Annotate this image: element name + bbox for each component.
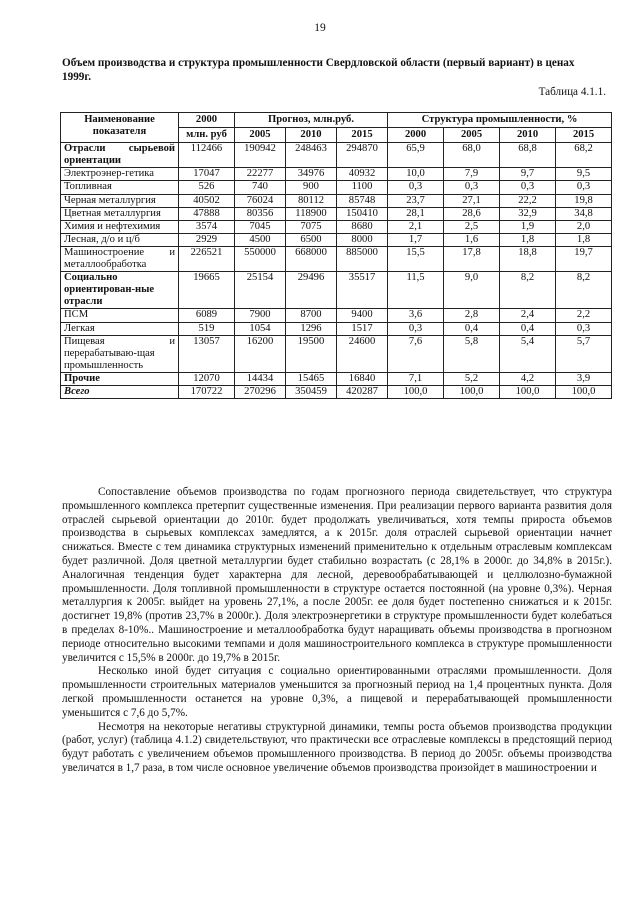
cell-value: 1,7: [388, 233, 444, 246]
cell-value: 6500: [286, 233, 337, 246]
header-forecast-year: 2005: [235, 128, 286, 143]
row-label: Лесная, д/о и ц/б: [61, 233, 179, 246]
cell-value: 4,2: [500, 372, 556, 385]
cell-value: 4500: [235, 233, 286, 246]
cell-value: 65,9: [388, 143, 444, 168]
table-row: [61, 220, 612, 233]
cell-value: 0,4: [444, 322, 500, 335]
cell-value: 40932: [337, 168, 388, 181]
body-text: [62, 486, 612, 776]
cell-value: 3,6: [388, 309, 444, 322]
cell-value: 1296: [286, 322, 337, 335]
cell-value: 18,8: [500, 246, 556, 271]
cell-value: 28,6: [444, 207, 500, 220]
header-forecast-year: 2010: [286, 128, 337, 143]
cell-value: 885000: [337, 246, 388, 271]
cell-value: 80356: [235, 207, 286, 220]
row-label: Машиностроение и металлообработка: [61, 246, 179, 271]
cell-value: 3,9: [556, 372, 612, 385]
cell-value: 47888: [179, 207, 235, 220]
row-label: Прочие: [61, 372, 179, 385]
cell-value: 7,9: [444, 168, 500, 181]
cell-value: 0,3: [388, 322, 444, 335]
cell-value: 2,1: [388, 220, 444, 233]
table-row: [61, 322, 612, 335]
cell-value: 5,4: [500, 335, 556, 372]
cell-value: 1,6: [444, 233, 500, 246]
cell-value: 23,7: [388, 194, 444, 207]
table-row: [61, 207, 612, 220]
cell-value: 100,0: [388, 385, 444, 398]
cell-value: 9,0: [444, 272, 500, 309]
cell-value: 1054: [235, 322, 286, 335]
cell-value: 35517: [337, 272, 388, 309]
table-row: [61, 372, 612, 385]
cell-value: 28,1: [388, 207, 444, 220]
cell-value: 118900: [286, 207, 337, 220]
cell-value: 7075: [286, 220, 337, 233]
cell-value: 100,0: [444, 385, 500, 398]
cell-value: 19,7: [556, 246, 612, 271]
cell-value: 170722: [179, 385, 235, 398]
cell-value: 2,4: [500, 309, 556, 322]
cell-value: 668000: [286, 246, 337, 271]
cell-value: 0,3: [556, 181, 612, 194]
cell-value: 5,2: [444, 372, 500, 385]
cell-value: 17,8: [444, 246, 500, 271]
cell-value: 32,9: [500, 207, 556, 220]
header-structure-year: 2005: [444, 128, 500, 143]
cell-value: 8700: [286, 309, 337, 322]
table-row: [61, 385, 612, 398]
cell-value: 22,2: [500, 194, 556, 207]
cell-value: 29496: [286, 272, 337, 309]
cell-value: 19,8: [556, 194, 612, 207]
cell-value: 0,3: [500, 181, 556, 194]
row-label: Электроэнер-гетика: [61, 168, 179, 181]
cell-value: 7,1: [388, 372, 444, 385]
cell-value: 1100: [337, 181, 388, 194]
header-forecast: Прогноз, млн.руб.: [235, 113, 388, 128]
cell-value: 15465: [286, 372, 337, 385]
cell-value: 80112: [286, 194, 337, 207]
row-label: Черная металлургия: [61, 194, 179, 207]
cell-value: 9,5: [556, 168, 612, 181]
paragraph: Несколько иной будет ситуация с социально ориентированными отраслями промышленности. Доля промышленности строительных материалов уменьшится за прогнозный период на 1,4 процентных пункта. Доля легкой промышленности останется на уровне 0,3%, а пищевой и перерабатывающей промышленности уменьшится с 7,6 до 5,7%.: [62, 665, 612, 719]
production-table: [60, 112, 612, 399]
cell-value: 24600: [337, 335, 388, 372]
cell-value: 190942: [235, 143, 286, 168]
cell-value: 19665: [179, 272, 235, 309]
cell-value: 270296: [235, 385, 286, 398]
cell-value: 85748: [337, 194, 388, 207]
header-2000: 2000: [179, 113, 235, 128]
table-row: [61, 246, 612, 271]
table-row: [61, 272, 612, 309]
cell-value: 2,0: [556, 220, 612, 233]
row-label: Легкая: [61, 322, 179, 335]
cell-value: 12070: [179, 372, 235, 385]
table-row: [61, 143, 612, 168]
row-label: Цветная металлургия: [61, 207, 179, 220]
cell-value: 150410: [337, 207, 388, 220]
cell-value: 76024: [235, 194, 286, 207]
cell-value: 9400: [337, 309, 388, 322]
cell-value: 68,8: [500, 143, 556, 168]
row-label: Топливная: [61, 181, 179, 194]
cell-value: 7900: [235, 309, 286, 322]
cell-value: 1,8: [500, 233, 556, 246]
cell-value: 294870: [337, 143, 388, 168]
cell-value: 19500: [286, 335, 337, 372]
cell-value: 40502: [179, 194, 235, 207]
cell-value: 248463: [286, 143, 337, 168]
row-label: Химия и нефтехимия: [61, 220, 179, 233]
cell-value: 420287: [337, 385, 388, 398]
cell-value: 2,5: [444, 220, 500, 233]
cell-value: 9,7: [500, 168, 556, 181]
cell-value: 34,8: [556, 207, 612, 220]
table-row: [61, 181, 612, 194]
table-title: Объем производства и структура промышленности Свердловской области (первый вариант) в ценах 1999г.: [62, 57, 575, 83]
cell-value: 34976: [286, 168, 337, 181]
cell-value: 0,3: [388, 181, 444, 194]
cell-value: 17047: [179, 168, 235, 181]
cell-value: 519: [179, 322, 235, 335]
cell-value: 2,2: [556, 309, 612, 322]
cell-value: 226521: [179, 246, 235, 271]
cell-value: 16200: [235, 335, 286, 372]
header-structure: Структура промышленности, %: [388, 113, 612, 128]
cell-value: 100,0: [500, 385, 556, 398]
cell-value: 5,8: [444, 335, 500, 372]
cell-value: 14434: [235, 372, 286, 385]
table-caption: Таблица 4.1.1.: [538, 86, 606, 98]
cell-value: 7,6: [388, 335, 444, 372]
cell-value: 112466: [179, 143, 235, 168]
cell-value: 2929: [179, 233, 235, 246]
header-forecast-year: 2015: [337, 128, 388, 143]
row-label: Социально ориентирован-ные отрасли: [61, 272, 179, 309]
cell-value: 16840: [337, 372, 388, 385]
cell-value: 25154: [235, 272, 286, 309]
cell-value: 100,0: [556, 385, 612, 398]
header-structure-year: 2010: [500, 128, 556, 143]
table-row: [61, 168, 612, 181]
cell-value: 11,5: [388, 272, 444, 309]
table-row: [61, 309, 612, 322]
row-label: ПСМ: [61, 309, 179, 322]
cell-value: 13057: [179, 335, 235, 372]
row-label: Всего: [61, 385, 179, 398]
cell-value: 10,0: [388, 168, 444, 181]
cell-value: 68,2: [556, 143, 612, 168]
row-label: Отрасли сырьевой ориентации: [61, 143, 179, 168]
cell-value: 27,1: [444, 194, 500, 207]
page-number: 19: [314, 22, 326, 34]
cell-value: 740: [235, 181, 286, 194]
cell-value: 8,2: [500, 272, 556, 309]
header-structure-year: 2015: [556, 128, 612, 143]
cell-value: 0,3: [556, 322, 612, 335]
cell-value: 3574: [179, 220, 235, 233]
cell-value: 1517: [337, 322, 388, 335]
cell-value: 0,4: [500, 322, 556, 335]
cell-value: 5,7: [556, 335, 612, 372]
cell-value: 1,8: [556, 233, 612, 246]
header-structure-year: 2000: [388, 128, 444, 143]
table-row: [61, 233, 612, 246]
cell-value: 0,3: [444, 181, 500, 194]
cell-value: 15,5: [388, 246, 444, 271]
cell-value: 550000: [235, 246, 286, 271]
table-row: [61, 335, 612, 372]
cell-value: 8680: [337, 220, 388, 233]
paragraph: Несмотря на некоторые негативы структурной динамики, темпы роста объемов производства продукции (работ, услуг) (таблица 4.1.2) свидетельствуют, что практически все отраслевые комплексы в предстоящий период будут работать с увеличением объемов промышленного производства. В период до 2005г. объемы производства увеличатся в 1,7 раза, в том числе основное увеличение объемов производства произойдет в машиностроении и: [62, 720, 612, 774]
row-label: Пищевая и перерабатываю-щая промышленность: [61, 335, 179, 372]
cell-value: 1,9: [500, 220, 556, 233]
cell-value: 22277: [235, 168, 286, 181]
cell-value: 7045: [235, 220, 286, 233]
cell-value: 2,8: [444, 309, 500, 322]
cell-value: 8,2: [556, 272, 612, 309]
cell-value: 350459: [286, 385, 337, 398]
cell-value: 8000: [337, 233, 388, 246]
paragraph: Сопоставление объемов производства по годам прогнозного периода свидетельствует, что структура промышленного комплекса претерпит существенные изменения. При реализации первого варианта развития доля отраслей сырьевой ориентации до 2010г. будет продолжать увеличиваться, хотя темпы прироста объемов производства в сырьевых комплексах замедлятся, а к 2015г. доля отраслей сырьевой ориентации начнет снижаться. Вместе с тем динамика структурных изменений применительно к отдельным отраслевым комплексам будет различной. Доля цветной металлургии будет стабильно возрастать (с 28,1% в 2000г. до 34,8% в 2015г.). Аналогичная тенденция будет характерна для лесной, деревообрабатывающей и целлюлозно-бумажной промышленности. Доля топливной промышленности в структуре остается постоянной (на уровне 0,3%). Черная металлургия к 2005г. выйдет на уровень 27,1%, а после 2005г. ее доля будет постепенно снижаться и к 2015г. достигнет 19,8% (против 23,7% в 2000г.). Доля электроэнергетики в структуре промышленности будет колебаться в пределах 8-10%.. Машиностроение и металлообработка будут наращивать объемы производства в прогнозном периоде относительно высокими темпами и доля машиностроительного комплекса в структуре промышленности увеличится с 15,5% в 2000г. до 19,7% в 2015г.: [62, 486, 612, 664]
table-row: [61, 194, 612, 207]
cell-value: 68,0: [444, 143, 500, 168]
header-name: Наименование показателя: [61, 113, 179, 143]
cell-value: 526: [179, 181, 235, 194]
cell-value: 6089: [179, 309, 235, 322]
cell-value: 900: [286, 181, 337, 194]
header-2000-unit: млн. руб: [179, 128, 235, 143]
